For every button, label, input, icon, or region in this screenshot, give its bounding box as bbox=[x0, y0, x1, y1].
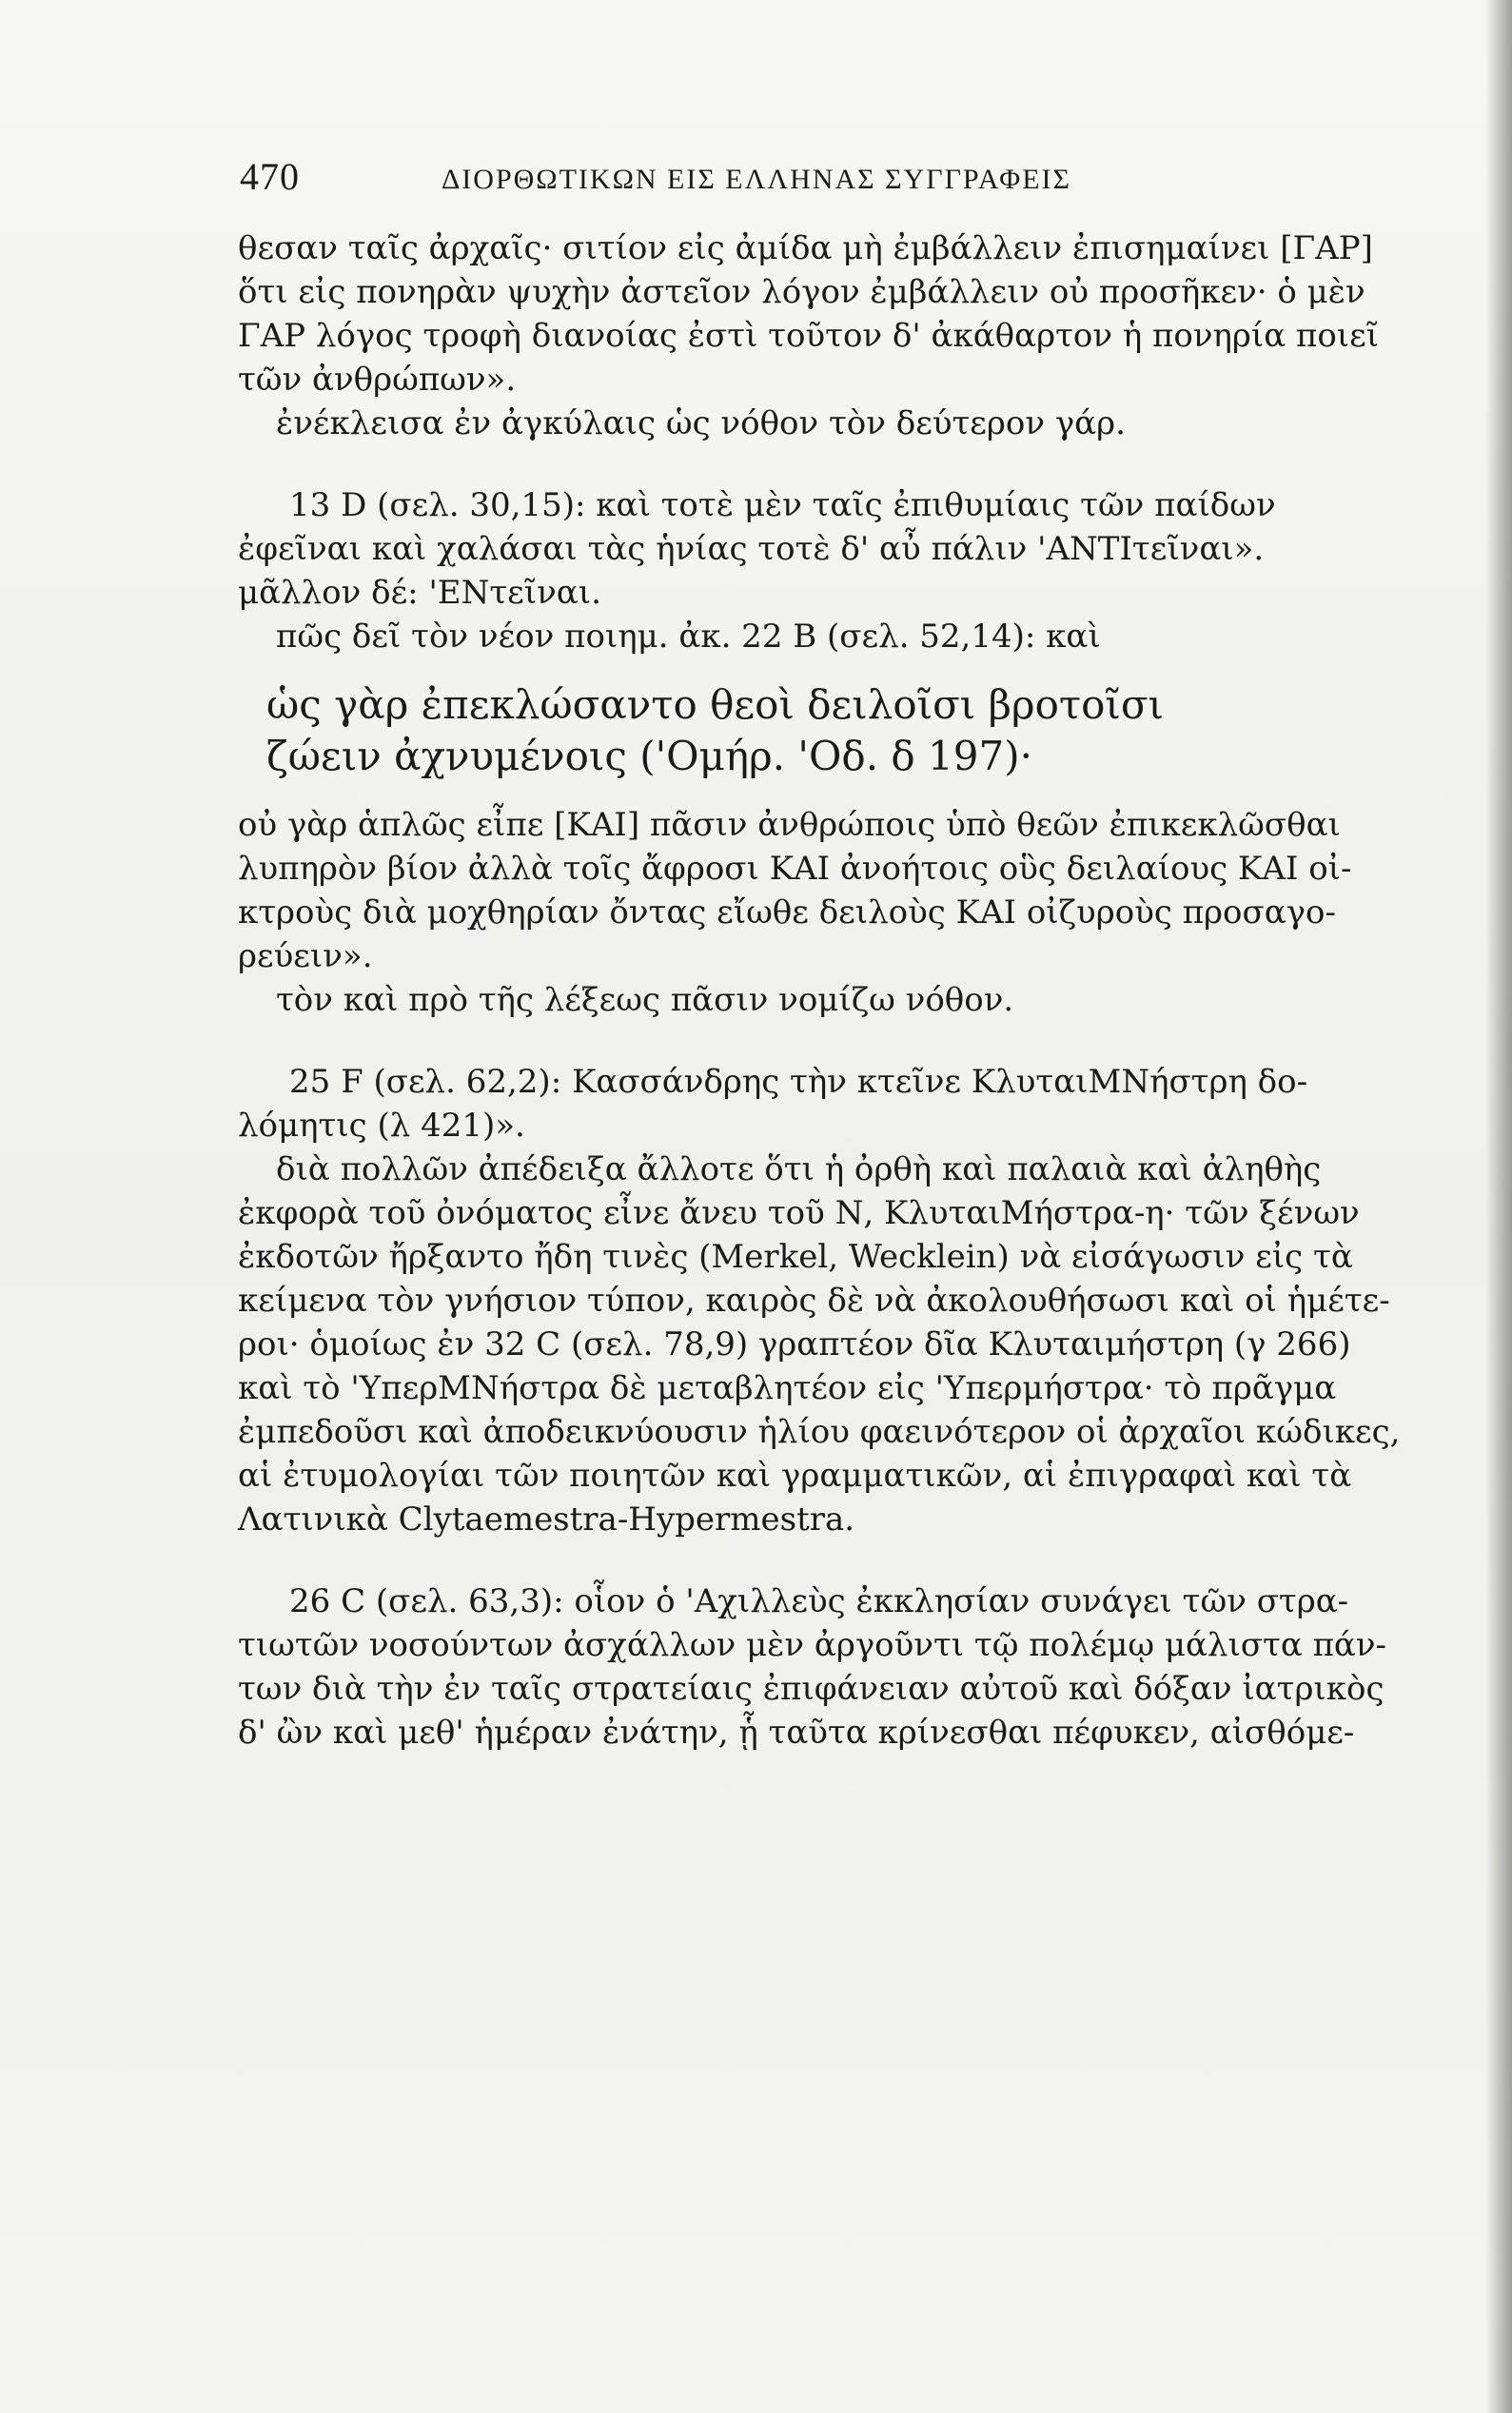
text-line: λυπηρὸν βίον ἀλλὰ τοῖς ἄφροσι ΚΑΙ ἀνοήτοις οὓς δειλαίους ΚΑΙ οἰ- bbox=[238, 850, 1352, 888]
text-line: ἐκφορὰ τοῦ ὀνόματος εἶνε ἄνευ τοῦ Ν, ΚλυταιΜήστρα-η· τῶν ξένων bbox=[238, 1194, 1360, 1232]
paragraph-4 bbox=[238, 1060, 1401, 1541]
text-line: πῶς δεῖ τὸν νέον ποιημ. ἀκ. 22 B (σελ. 52,14): καὶ bbox=[276, 618, 1101, 656]
verse-line: ὡς γὰρ ἐπεκλώσαντο θεοὶ δειλοῖσι βροτοῖσι bbox=[266, 681, 1164, 728]
text-line: των διὰ τὴν ἐν ταῖς στρατείαις ἐπιφάνειαν αὐτοῦ καὶ δόξαν ἰατρικὸς bbox=[238, 1670, 1384, 1708]
verse-gap bbox=[238, 782, 1394, 803]
paragraph-3 bbox=[238, 803, 1394, 1022]
paragraph-gap bbox=[238, 445, 1394, 483]
running-head: ΔΙΟΡΘΩΤΙΚΩΝ ΕΙΣ ΕΛΛΗΝΑΣ ΣΥΓΓΡΑΦΕΙΣ bbox=[442, 164, 1072, 195]
text-line: τιωτῶν νοσούντων ἀσχάλλων μὲν ἀργοῦντι τῷ πολέμῳ μάλιστα πάν- bbox=[238, 1626, 1387, 1664]
verse-line: ζώειν ἀχνυμένοις ('Ομήρ. 'Οδ. δ 197)· bbox=[266, 733, 1032, 779]
paragraph-1 bbox=[238, 226, 1394, 445]
text-line: θεσαν ταῖς ἀρχαῖς· σιτίον εἰς ἀμίδα μὴ ἐμβάλλειν ἐπισημαίνει [ΓΑΡ] bbox=[238, 229, 1373, 267]
text-line: ροι· ὁμοίως ἐν 32 C (σελ. 78,9) γραπτέον δῖα Κλυταιμήστρη (γ 266) bbox=[238, 1325, 1351, 1363]
text-line: 26 C (σελ. 63,3): οἷον ὁ 'Αχιλλεὺς ἐκκλησίαν συνάγει τῶν στρα- bbox=[289, 1582, 1349, 1620]
verse-gap bbox=[238, 658, 1394, 679]
text-line: τῶν ἀνθρώπων». bbox=[238, 361, 517, 399]
text-line: κείμενα τὸν γνήσιον τύπον, καιρὸς δὲ νὰ ἀκολουθήσωσι καὶ οἱ ἡμέτε- bbox=[238, 1282, 1390, 1320]
text-line: ἐμπεδοῦσι καὶ ἀποδεικνύουσιν ἡλίου φαεινότερον οἱ ἀρχαῖοι κώδικες, bbox=[238, 1413, 1401, 1451]
text-line: 25 F (σελ. 62,2): Κασσάνδρης τὴν κτεῖνε ΚλυταιΜΝήστρη δο- bbox=[289, 1063, 1308, 1101]
text-line: ἐκδοτῶν ἤρξαντο ἤδη τινὲς (Merkel, Wecklein) νὰ εἰσάγωσιν εἰς τὰ bbox=[238, 1238, 1353, 1276]
text-line: ὅτι εἰς πονηρὰν ψυχὴν ἀστεῖον λόγον ἐμβάλλειν οὐ προσῆκεν· ὁ μὲν bbox=[238, 273, 1365, 311]
text-line: αἱ ἐτυμολογίαι τῶν ποιητῶν καὶ γραμματικῶν, αἱ ἐπιγραφαὶ καὶ τὰ bbox=[238, 1457, 1352, 1495]
text-line: διὰ πολλῶν ἀπέδειξα ἄλλοτε ὅτι ἡ ὀρθὴ καὶ παλαιὰ καὶ ἀληθὴς bbox=[276, 1150, 1322, 1188]
page-body bbox=[238, 226, 1401, 1755]
text-line: 13 D (σελ. 30,15): καὶ τοτὲ μὲν ταῖς ἐπιθυμίαις τῶν παίδων bbox=[289, 486, 1276, 524]
text-line: ἐφεῖναι καὶ χαλάσαι τὰς ἡνίας τοτὲ δ' αὖ πάλιν 'ΑΝΤΙτεῖναι». bbox=[238, 530, 1265, 568]
text-line: ρεύειν». bbox=[238, 937, 373, 975]
text-line: κτροὺς διὰ μοχθηρίαν ὄντας εἴωθε δειλοὺς ΚΑΙ οἰζυροὺς προσαγο- bbox=[238, 893, 1336, 932]
text-line: λόμητις (λ 421)». bbox=[238, 1107, 525, 1145]
text-line: μᾶλλον δέ: 'ΕΝτεῖναι. bbox=[238, 574, 601, 612]
paragraph-gap bbox=[238, 1022, 1394, 1060]
verse-quotation bbox=[238, 679, 1394, 782]
text-line: ἐνέκλεισα ἐν ἀγκύλαις ὡς νόθον τὸν δεύτερον γάρ. bbox=[276, 404, 1126, 442]
text-line: οὐ γὰρ ἁπλῶς εἶπε [ΚΑΙ] πᾶσιν ἀνθρώποις ὑπὸ θεῶν ἐπικεκλῶσθαι bbox=[238, 806, 1341, 844]
text-line: τὸν καὶ πρὸ τῆς λέξεως πᾶσιν νομίζω νόθον. bbox=[276, 981, 1014, 1019]
page-edge-shadow bbox=[1485, 0, 1512, 2413]
text-line: καὶ τὸ 'ΥπερΜΝήστρα δὲ μεταβλητέον εἰς 'Υπερμήστρα· τὸ πρᾶγμα bbox=[238, 1369, 1337, 1407]
paragraph-5 bbox=[238, 1579, 1394, 1755]
text-line: ΓΑΡ λόγος τροφὴ διανοίας ἐστὶ τοῦτον δ' ἀκάθαρτον ἡ πονηρία ποιεῖ bbox=[238, 317, 1380, 355]
text-line: δ' ὢν καὶ μεθ' ἡμέραν ἐνάτην, ᾗ ταῦτα κρίνεσθαι πέφυκεν, αἰσθόμε- bbox=[238, 1714, 1355, 1752]
text-line: Λατινικὰ Clytaemestra-Hypermestra. bbox=[238, 1501, 855, 1539]
paragraph-2 bbox=[238, 483, 1394, 658]
paragraph-gap bbox=[238, 1541, 1394, 1579]
page-number: 470 bbox=[240, 155, 300, 198]
page-header bbox=[240, 154, 1286, 211]
